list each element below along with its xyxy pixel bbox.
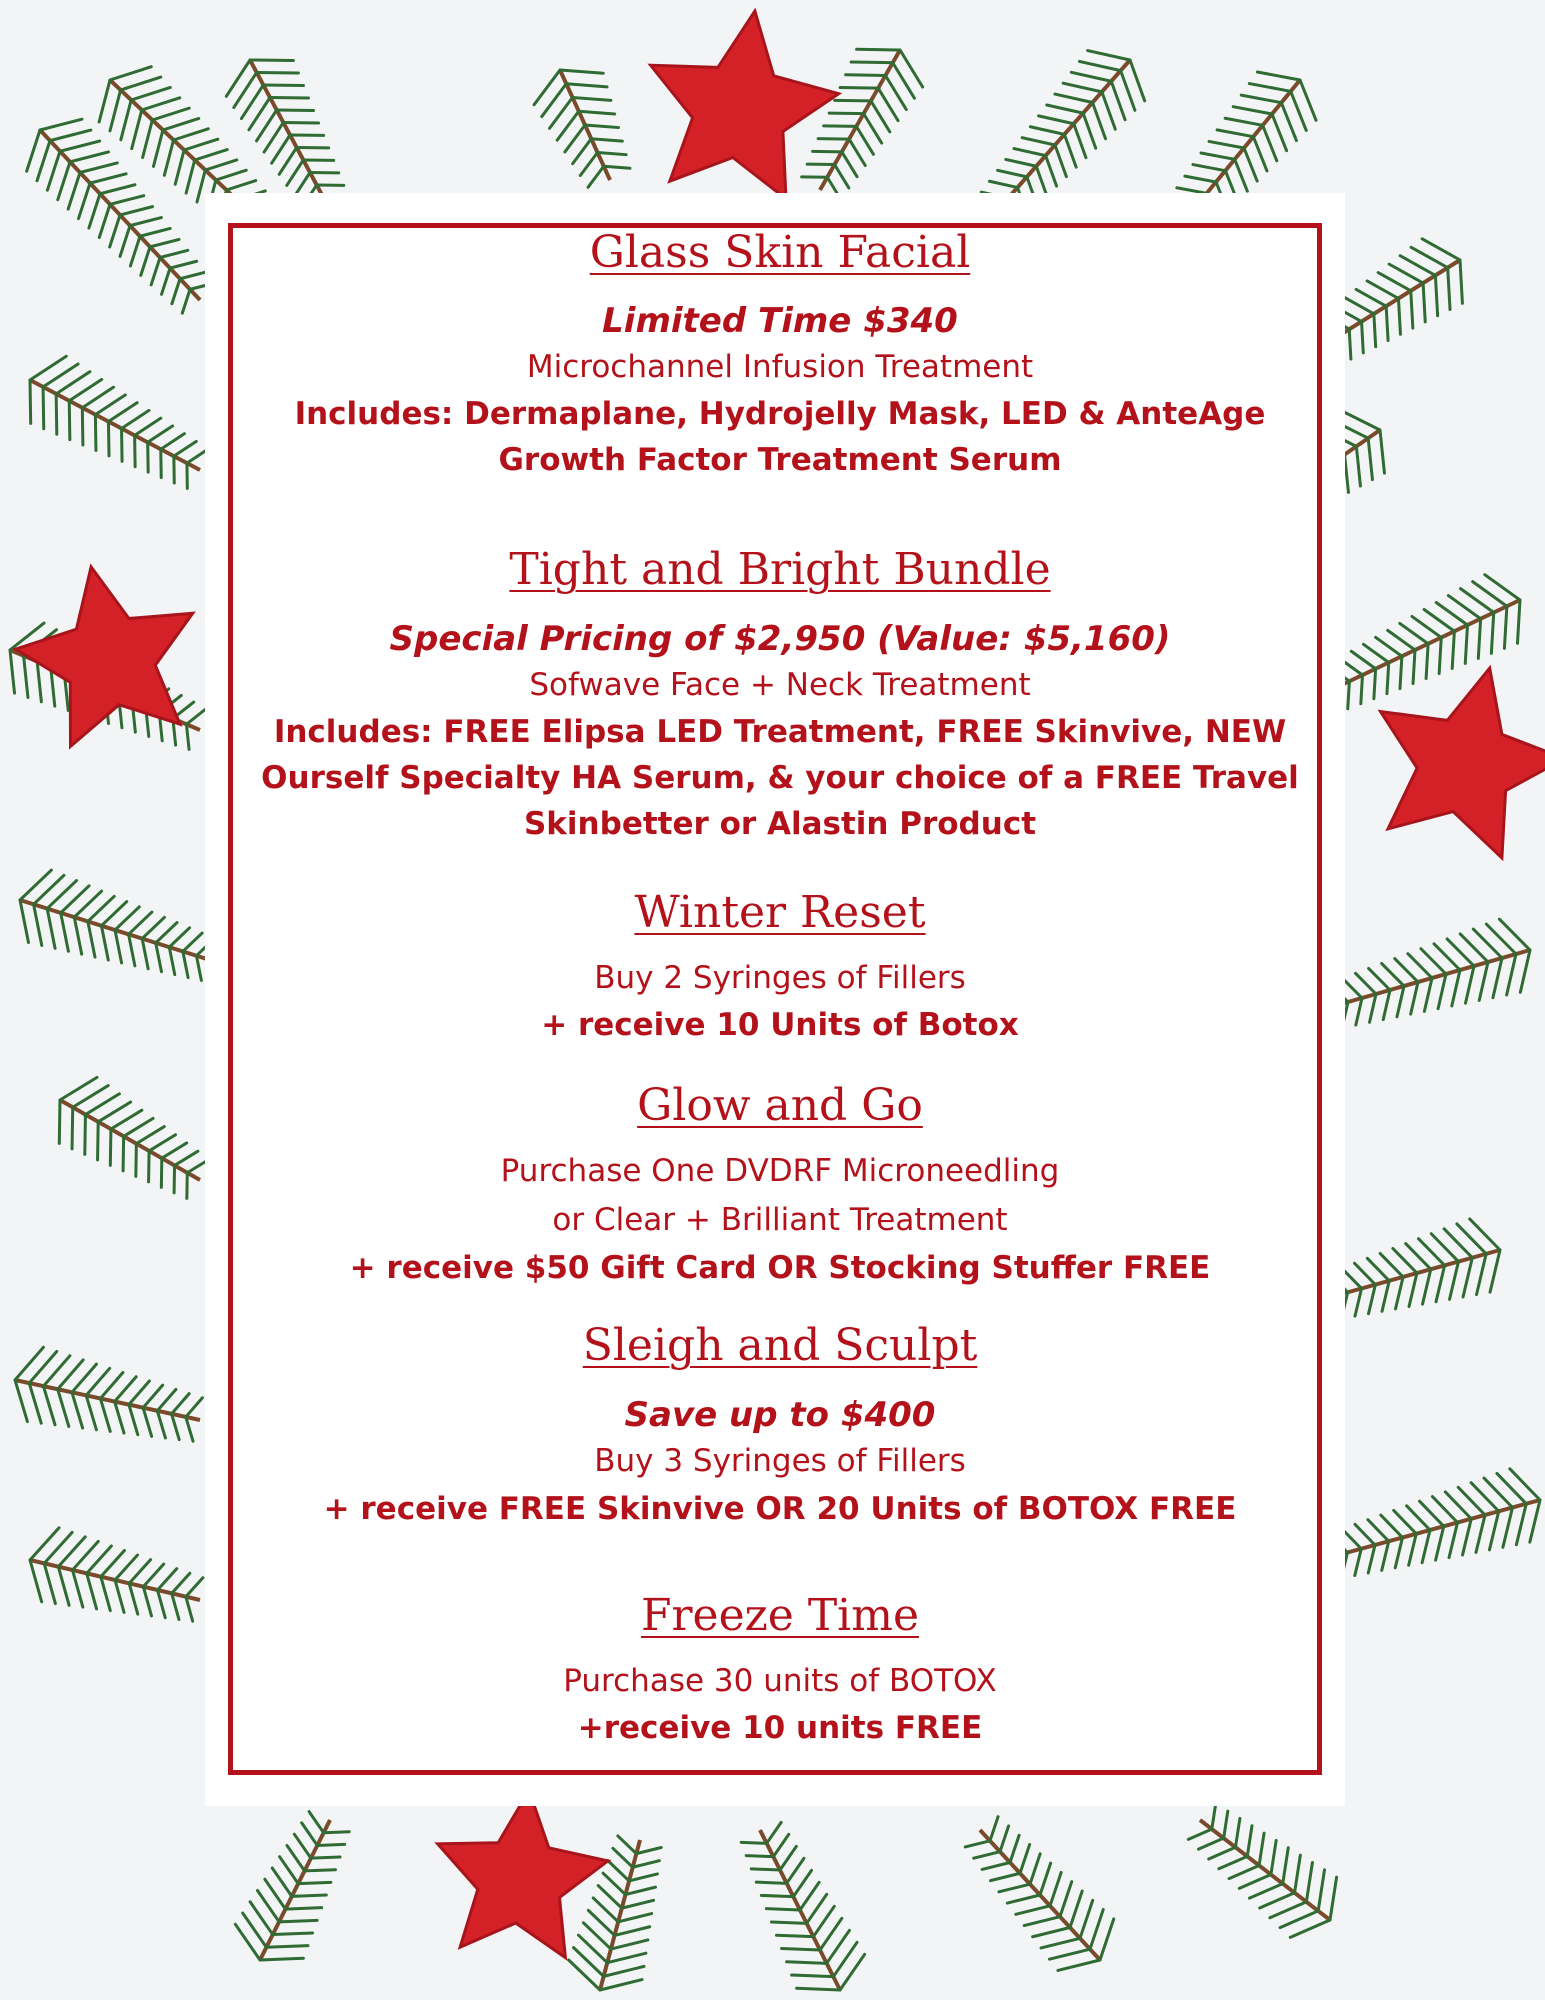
pine-branch: [802, 49, 923, 199]
section-promo-glass-skin-facial: Limited Time $340: [602, 301, 958, 341]
pine-branch: [30, 1528, 203, 1621]
section-includes: Ourself Specialty HA Serum, & your choice of a FREE Travel: [261, 760, 1299, 796]
section-title-glow-and-go: Glow and Go: [637, 1080, 923, 1131]
offers-frame: [228, 223, 1322, 1775]
pine-branch: [534, 70, 630, 187]
pine-branch: [235, 1812, 349, 1960]
section-description: Microchannel Infusion Treatment: [526, 349, 1034, 385]
section-offer: +receive 10 units FREE: [577, 1710, 983, 1746]
offers-card: [205, 193, 1345, 1806]
section-offer: + receive $50 Gift Card OR Stocking Stuffer FREE: [349, 1250, 1211, 1286]
section-description: Purchase 30 units of BOTOX: [563, 1663, 997, 1699]
section-description: or Clear + Brilliant Treatment: [552, 1202, 1008, 1238]
pine-branch: [30, 356, 208, 488]
section-title-freeze-time: Freeze Time: [640, 1590, 920, 1641]
section-description: Purchase One DVDRF Microneedling: [500, 1153, 1060, 1189]
section-offer: + receive 10 Units of Botox: [541, 1007, 1019, 1043]
section-title-sleigh-and-sculpt: Sleigh and Sculpt: [582, 1320, 978, 1371]
pine-branch: [1316, 919, 1530, 1030]
red-star-ornament: [1381, 668, 1545, 858]
section-title-tight-and-bright-bundle: Tight and Bright Bundle: [509, 544, 1051, 595]
pine-branch: [1316, 1469, 1540, 1581]
red-star-ornament: [651, 11, 839, 199]
section-title-glass-skin-facial: Glass Skin Facial: [589, 227, 971, 278]
section-includes: Skinbetter or Alastin Product: [523, 806, 1037, 842]
section-description: Buy 2 Syringes of Fillers: [594, 960, 966, 996]
pine-branch: [1188, 1804, 1336, 1938]
pine-branch: [20, 870, 215, 980]
section-offer: + receive FREE Skinvive OR 20 Units of BOTOX FREE: [323, 1491, 1237, 1527]
section-description: Buy 3 Syringes of Fillers: [594, 1443, 966, 1479]
section-includes: Includes: Dermaplane, Hydrojelly Mask, LED & AnteAge: [294, 396, 1266, 432]
red-star-ornament: [16, 567, 193, 747]
section-promo-sleigh-and-sculpt: Save up to $400: [624, 1395, 936, 1435]
section-promo-tight-and-bright-bundle: Special Pricing of $2,950 (Value: $5,160): [389, 619, 1171, 659]
section-includes: Includes: FREE Elipsa LED Treatment, FREE Skinvive, NEW: [273, 714, 1287, 750]
section-includes: Growth Factor Treatment Serum: [498, 442, 1062, 478]
pine-branch: [15, 1347, 202, 1441]
red-star-ornament: [438, 1790, 608, 1957]
section-title-winter-reset: Winter Reset: [634, 887, 926, 938]
pine-branch: [965, 1817, 1113, 1971]
section-description: Sofwave Face + Neck Treatment: [529, 667, 1031, 703]
pine-branch: [741, 1822, 864, 1990]
pine-branch: [59, 1077, 209, 1198]
